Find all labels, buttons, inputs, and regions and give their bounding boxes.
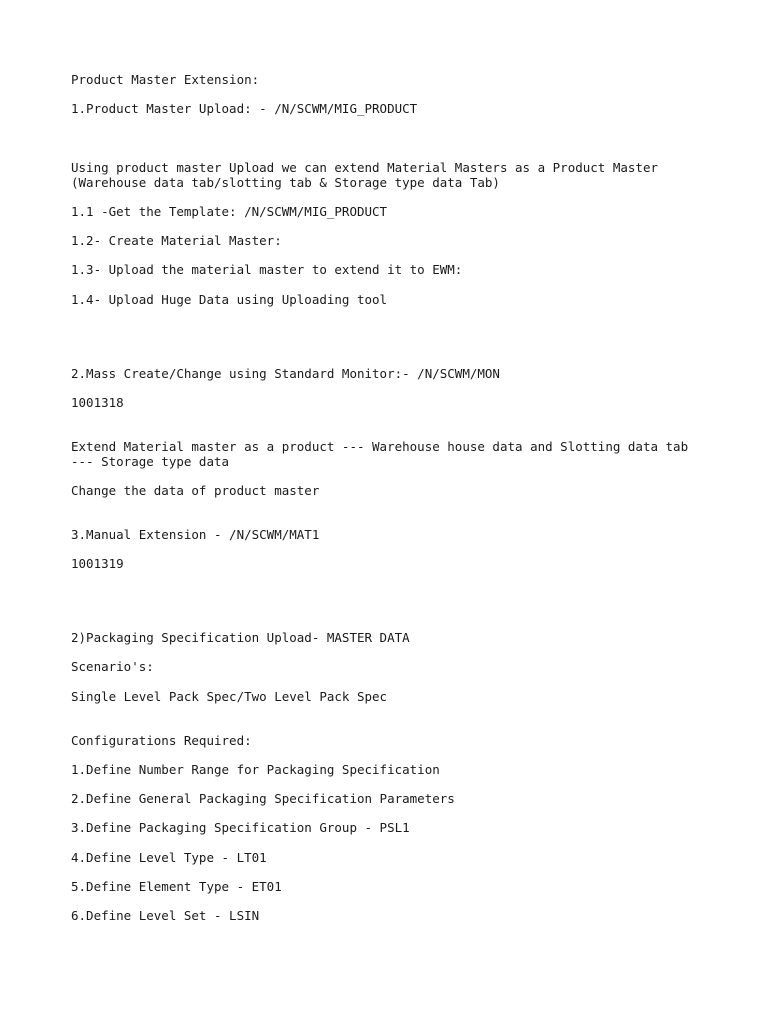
config-item: 4.Define Level Type - LT01: [71, 850, 267, 865]
section-2-change-note: Change the data of product master: [71, 483, 320, 498]
section-3-title: 3.Manual Extension - /N/SCWM/MAT1: [71, 527, 320, 542]
configurations-label: Configurations Required:: [71, 733, 252, 748]
step-1-4: 1.4- Upload Huge Data using Uploading tool: [71, 292, 388, 307]
scenarios-label: Scenario's:: [71, 659, 154, 674]
section-2-title: 2.Mass Create/Change using Standard Monitor:- /N/SCWM/MON: [71, 366, 500, 381]
config-item: 5.Define Element Type - ET01: [71, 879, 282, 894]
config-item: 3.Define Packaging Specification Group - PSL1: [71, 820, 410, 835]
document-heading: Product Master Extension:: [71, 72, 260, 87]
section-2-description-line-2: --- Storage type data: [71, 454, 230, 469]
section-1-intro-line-2: (Warehouse data tab/slotting tab & Storage type data Tab): [71, 175, 500, 190]
step-1-1: 1.1 -Get the Template: /N/SCWM/MIG_PRODUCT: [71, 204, 388, 219]
section-2-description-line-1: Extend Material master as a product --- Warehouse house data and Slotting data tab: [71, 439, 689, 454]
config-item: 1.Define Number Range for Packaging Specification: [71, 762, 440, 777]
section-2-number: 1001318: [71, 395, 124, 410]
step-1-3: 1.3- Upload the material master to extend it to EWM:: [71, 262, 463, 277]
step-1-2: 1.2- Create Material Master:: [71, 233, 282, 248]
config-item: 6.Define Level Set - LSIN: [71, 908, 260, 923]
section-1-intro-line-1: Using product master Upload we can extend Material Masters as a Product Master: [71, 160, 658, 175]
section-3-number: 1001319: [71, 556, 124, 571]
config-item: 2.Define General Packaging Specification Parameters: [71, 791, 455, 806]
packaging-section-title: 2)Packaging Specification Upload- MASTER DATA: [71, 630, 410, 645]
scenarios-value: Single Level Pack Spec/Two Level Pack Spec: [71, 689, 388, 704]
section-1-title: 1.Product Master Upload: - /N/SCWM/MIG_PRODUCT: [71, 101, 418, 116]
